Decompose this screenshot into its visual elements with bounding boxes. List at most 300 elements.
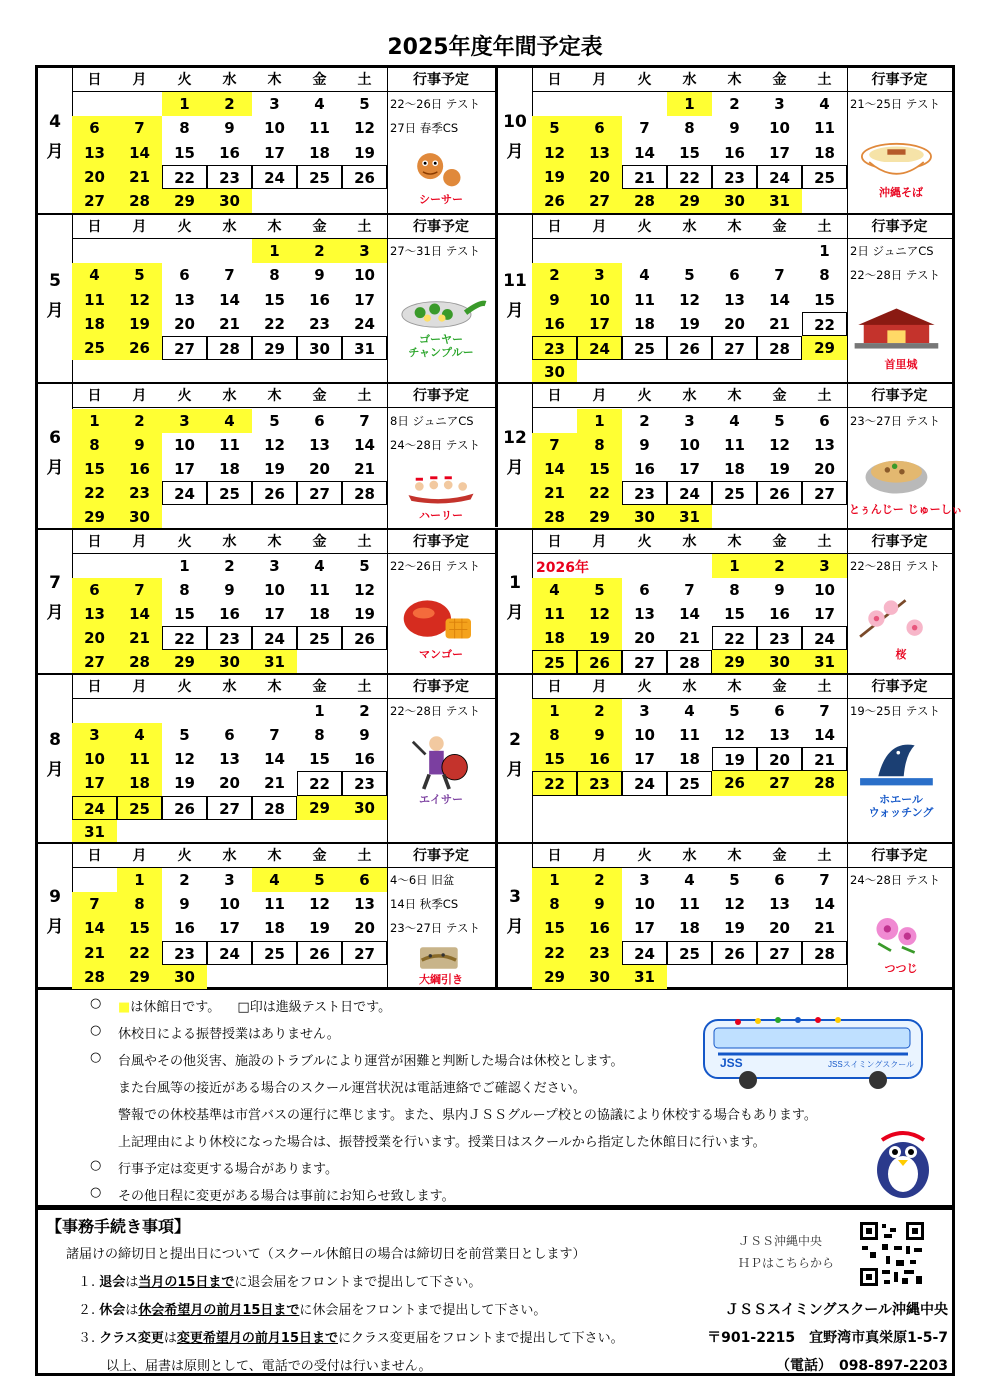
day-cell: 30 (577, 965, 622, 989)
weekday-header: 日 (72, 384, 117, 408)
day-cell: 9 (532, 288, 577, 312)
day-cell: 18 (814, 143, 835, 162)
weekday-header: 日 (532, 68, 577, 92)
whale-icon (851, 725, 951, 793)
day-cell: 5 (269, 411, 280, 430)
month-section-3 (38, 382, 495, 527)
day-cell: 4 (684, 871, 695, 890)
day-cell: 28 (117, 189, 162, 213)
day-cell: 7 (819, 871, 830, 890)
day-cell: 9 (577, 723, 622, 747)
qr-label-1: ＪＳＳ沖縄中央 (738, 1234, 823, 1248)
weekday-header: 火 (622, 68, 667, 92)
weekday-header: 日 (72, 68, 117, 92)
day-cell: 22 (162, 626, 207, 650)
day-cell: 1 (314, 701, 325, 720)
day-cell: 19 (309, 919, 330, 938)
day-cell: 8 (729, 580, 740, 599)
month-label: 2 月 (506, 730, 524, 781)
day-cell: 13 (219, 750, 240, 769)
legend-closed-text: は休館日です。 (130, 1000, 221, 1015)
day-cell: 30 (532, 360, 577, 384)
day-cell: 20 (577, 165, 622, 189)
event-text: 24〜28日 テスト (850, 873, 940, 888)
month-section-4 (38, 528, 495, 673)
day-cell: 14 (814, 895, 835, 914)
illustration-caption: シーサー (419, 193, 463, 207)
day-cell: 28 (622, 189, 667, 213)
day-cell: 16 (219, 143, 240, 162)
day-cell: 9 (224, 119, 235, 138)
day-cell: 13 (634, 605, 655, 624)
day-cell: 25 (117, 796, 162, 820)
weekday-header: 月 (577, 384, 622, 408)
event-text: 14日 秋季CS (390, 897, 459, 912)
day-cell: 20 (724, 314, 745, 333)
weekday-header: 水 (207, 384, 252, 408)
illustration-caption: エイサー (419, 792, 463, 806)
day-cell: 11 (532, 602, 577, 626)
day-cell: 8 (532, 892, 577, 916)
day-cell: 25 (72, 336, 117, 360)
day-cell: 10 (634, 725, 655, 744)
day-cell: 29 (252, 336, 297, 360)
month-section-7 (495, 68, 952, 213)
weekday-header: 月 (117, 384, 162, 408)
day-cell: 22 (532, 771, 577, 795)
day-cell: 28 (757, 336, 802, 360)
day-cell: 29 (297, 796, 342, 820)
weekday-header: 金 (757, 530, 802, 554)
event-text: 2日 ジュニアCS (850, 244, 934, 259)
day-cell: 10 (769, 119, 790, 138)
day-cell: 20 (309, 459, 330, 478)
tsutsuji-icon (851, 894, 951, 962)
day-cell: 20 (757, 747, 802, 771)
day-cell: 10 (72, 747, 117, 771)
day-cell: 4 (532, 578, 577, 602)
day-cell: 31 (622, 965, 667, 989)
illustration-caption: ゴーヤー チャンプルー (408, 333, 474, 360)
weekday-header: 金 (757, 215, 802, 239)
shisa-icon (391, 143, 491, 194)
day-cell: 21 (354, 459, 375, 478)
day-cell: 21 (622, 165, 667, 189)
day-cell: 8 (532, 723, 577, 747)
day-cell: 12 (577, 602, 622, 626)
day-cell: 1 (532, 699, 577, 723)
event-text: 23〜27日 テスト (390, 921, 480, 936)
day-cell: 31 (802, 650, 847, 674)
day-cell: 4 (314, 95, 325, 114)
day-cell: 9 (577, 892, 622, 916)
weekday-header: 火 (622, 530, 667, 554)
mascot-penguin-icon (868, 1120, 938, 1200)
day-cell: 17 (769, 143, 790, 162)
weekday-header: 金 (297, 675, 342, 699)
day-cell: 15 (72, 457, 117, 481)
day-cell: 7 (269, 725, 280, 744)
month-section-12 (495, 842, 952, 987)
day-cell: 18 (309, 143, 330, 162)
day-cell: 31 (252, 650, 297, 674)
day-cell: 17 (577, 312, 622, 336)
day-cell: 28 (72, 965, 117, 989)
item-num: ２. (78, 1303, 96, 1318)
item-deadline: 休会希望月の前月15日まで (138, 1303, 300, 1318)
day-cell: 19 (679, 314, 700, 333)
tsunahiki-icon (391, 943, 491, 973)
day-cell: 16 (309, 290, 330, 309)
day-cell: 5 (729, 701, 740, 720)
day-cell: 3 (684, 411, 695, 430)
day-cell: 14 (264, 750, 285, 769)
office-item-3 (78, 1327, 624, 1346)
day-cell: 8 (179, 119, 190, 138)
event-header: 行事予定 (847, 68, 952, 92)
day-cell: 28 (252, 796, 297, 820)
day-cell: 26 (342, 165, 387, 189)
day-cell: 29 (532, 965, 577, 989)
day-cell: 25 (207, 481, 252, 505)
month-label: 8 月 (46, 730, 64, 781)
event-header: 行事予定 (847, 844, 952, 868)
day-cell: 30 (207, 650, 252, 674)
day-cell: 20 (174, 314, 195, 333)
calendar-grid (35, 65, 963, 990)
day-cell: 15 (679, 143, 700, 162)
day-cell: 13 (724, 290, 745, 309)
day-cell: 12 (724, 725, 745, 744)
note-line-2: 台風やその他災害、施設のトラブルにより運営が困難と判断した場合は休校とします。 (118, 1054, 624, 1069)
day-cell: 11 (679, 895, 700, 914)
day-cell: 24 (667, 481, 712, 505)
month-section-6 (38, 842, 495, 987)
item-num: ３. (78, 1331, 96, 1346)
day-cell: 17 (264, 143, 285, 162)
day-cell: 27 (162, 336, 207, 360)
day-cell: 14 (532, 457, 577, 481)
item-text: にクラス変更届をフロントまで提出して下さい。 (338, 1331, 624, 1346)
day-cell: 3 (269, 556, 280, 575)
day-cell: 23 (342, 771, 387, 795)
day-cell: 18 (264, 919, 285, 938)
day-cell: 10 (814, 580, 835, 599)
day-cell: 11 (219, 435, 240, 454)
day-cell: 9 (117, 433, 162, 457)
day-cell: 6 (342, 868, 387, 892)
weekday-header: 水 (207, 530, 252, 554)
day-cell: 12 (309, 895, 330, 914)
day-cell: 30 (342, 796, 387, 820)
day-cell: 31 (757, 189, 802, 213)
day-cell: 15 (814, 290, 835, 309)
day-cell: 1 (162, 92, 207, 116)
note-line-4: 警報での休校基準は市営バスの運行に準じます。また、県内ＪＳＳグループ校との協議により休校する場合もあります。 (118, 1108, 817, 1123)
day-cell: 7 (774, 266, 785, 285)
day-cell: 30 (207, 189, 252, 213)
day-cell: 18 (72, 312, 117, 336)
day-cell: 12 (769, 435, 790, 454)
office-item-1 (78, 1271, 481, 1290)
day-cell: 17 (264, 605, 285, 624)
note-line-7: その他日程に変更がある場合は事前にお知らせ致します。 (118, 1189, 455, 1204)
day-cell: 3 (224, 871, 235, 890)
item-particle: は (125, 1275, 139, 1290)
day-cell: 3 (72, 723, 117, 747)
day-cell: 29 (72, 505, 117, 529)
office-heading: 【事務手続き事項】 (46, 1217, 191, 1236)
divider (847, 675, 848, 844)
day-cell: 14 (769, 290, 790, 309)
day-cell: 28 (117, 650, 162, 674)
illustration-caption: 桜 (895, 647, 907, 661)
day-cell: 23 (162, 941, 207, 965)
day-cell: 16 (532, 312, 577, 336)
day-cell: 21 (219, 314, 240, 333)
day-cell: 28 (532, 505, 577, 529)
day-cell: 29 (667, 189, 712, 213)
day-cell: 6 (729, 266, 740, 285)
weekday-header: 火 (162, 530, 207, 554)
note-bullet: ○ (90, 1185, 102, 1200)
weekday-header: 木 (252, 844, 297, 868)
day-cell: 14 (72, 916, 117, 940)
day-cell: 17 (174, 459, 195, 478)
bus-text: JSSスイミングスクール (828, 1060, 915, 1069)
item-deadline: 変更希望月の前月15日まで (176, 1331, 339, 1346)
day-cell: 21 (532, 481, 577, 505)
event-text: 22〜28日 テスト (850, 558, 940, 573)
school-phone: （電話） 098-897-2203 (775, 1358, 948, 1374)
day-cell: 22 (162, 165, 207, 189)
day-cell: 12 (354, 119, 375, 138)
weekday-header: 月 (577, 675, 622, 699)
day-cell: 4 (639, 266, 650, 285)
divider (847, 215, 848, 384)
day-cell: 25 (712, 481, 757, 505)
day-cell: 15 (264, 290, 285, 309)
day-cell: 3 (802, 554, 847, 578)
haari-icon (391, 459, 491, 510)
day-cell: 24 (577, 336, 622, 360)
weekday-header: 土 (802, 215, 847, 239)
day-cell: 21 (72, 941, 117, 965)
day-cell: 25 (252, 941, 297, 965)
day-cell: 6 (224, 725, 235, 744)
day-cell: 11 (814, 119, 835, 138)
day-cell: 29 (712, 650, 757, 674)
day-cell: 5 (117, 263, 162, 287)
day-cell: 24 (802, 626, 847, 650)
day-cell: 17 (634, 919, 655, 938)
event-text: 22〜28日 テスト (850, 268, 940, 283)
note-bullet: ○ (90, 1158, 102, 1173)
weekday-header: 水 (207, 215, 252, 239)
day-cell: 15 (309, 750, 330, 769)
weekday-header: 月 (577, 215, 622, 239)
day-cell: 28 (342, 481, 387, 505)
qr-code-icon[interactable] (858, 1220, 926, 1288)
day-cell: 4 (684, 701, 695, 720)
event-header: 行事予定 (387, 675, 495, 699)
event-header: 行事予定 (387, 68, 495, 92)
day-cell: 28 (667, 650, 712, 674)
day-cell: 22 (577, 481, 622, 505)
weekday-header: 日 (532, 844, 577, 868)
day-cell: 7 (819, 701, 830, 720)
day-cell: 6 (179, 266, 190, 285)
month-label: 6 月 (46, 427, 64, 478)
item-text: に退会届をフロントまで提出して下さい。 (234, 1275, 482, 1290)
item-keyword: 退会 (99, 1275, 126, 1290)
event-text: 27〜31日 テスト (390, 244, 480, 259)
day-cell: 21 (814, 919, 835, 938)
day-cell: 2 (224, 556, 235, 575)
day-cell: 19 (117, 312, 162, 336)
weekday-header: 火 (622, 844, 667, 868)
item-num: １. (78, 1275, 96, 1290)
weekday-header: 火 (162, 68, 207, 92)
day-cell: 25 (297, 626, 342, 650)
event-header: 行事予定 (847, 675, 952, 699)
eisa-icon (391, 725, 491, 793)
item-deadline: 当月の15日まで (138, 1275, 235, 1290)
illustration-caption: ハーリー (419, 509, 463, 523)
day-cell: 15 (532, 747, 577, 771)
day-cell: 24 (252, 626, 297, 650)
day-cell: 29 (162, 189, 207, 213)
day-cell: 16 (354, 750, 375, 769)
illustration-caption: 沖縄そば (879, 186, 923, 200)
day-cell: 27 (72, 189, 117, 213)
day-cell: 4 (314, 556, 325, 575)
day-cell: 20 (814, 459, 835, 478)
day-cell: 2 (179, 871, 190, 890)
note-line-5: 上記理由により休校になった場合は、振替授業を行います。授業日はスクールから指定した休館日に行います。 (118, 1135, 766, 1150)
illustration-caption: つつじ (884, 962, 918, 976)
day-cell: 18 (679, 750, 700, 769)
day-cell: 1 (577, 409, 622, 433)
day-cell: 23 (757, 626, 802, 650)
day-cell: 27 (297, 481, 342, 505)
day-cell: 18 (309, 605, 330, 624)
event-text: 24〜28日 テスト (390, 437, 480, 452)
weekday-header: 日 (72, 675, 117, 699)
day-cell: 27 (577, 189, 622, 213)
day-cell: 2 (117, 409, 162, 433)
day-cell: 12 (117, 288, 162, 312)
weekday-header: 金 (297, 384, 342, 408)
weekday-header: 土 (802, 68, 847, 92)
weekday-header: 土 (342, 384, 387, 408)
day-cell: 13 (814, 435, 835, 454)
day-cell: 5 (729, 871, 740, 890)
day-cell: 1 (179, 556, 190, 575)
month-label: 7 月 (46, 573, 64, 624)
day-cell: 5 (532, 116, 577, 140)
day-cell: 2 (639, 411, 650, 430)
day-cell: 4 (72, 263, 117, 287)
day-cell: 1 (819, 242, 830, 261)
day-cell: 22 (117, 941, 162, 965)
day-cell: 8 (269, 266, 280, 285)
day-cell: 14 (219, 290, 240, 309)
sakura-icon (851, 580, 951, 648)
weekday-header: 火 (622, 384, 667, 408)
day-cell: 13 (769, 895, 790, 914)
weekday-header: 金 (297, 215, 342, 239)
day-cell: 25 (667, 771, 712, 795)
day-cell: 2 (207, 92, 252, 116)
item-keyword: 休会 (99, 1303, 126, 1318)
day-cell: 31 (667, 505, 712, 529)
day-cell: 14 (679, 605, 700, 624)
day-cell: 24 (252, 165, 297, 189)
month-section-1 (38, 68, 495, 213)
day-cell: 19 (532, 165, 577, 189)
weekday-header: 木 (712, 384, 757, 408)
day-cell: 9 (774, 580, 785, 599)
day-cell: 9 (729, 119, 740, 138)
qr-label-2: ＨＰはこちらから (738, 1256, 835, 1270)
month-label: 4 月 (46, 111, 64, 162)
day-cell: 17 (634, 750, 655, 769)
day-cell: 31 (342, 336, 387, 360)
month-section-8 (495, 213, 952, 382)
day-cell: 4 (729, 411, 740, 430)
school-name: ＪＳＳスイミングスクール沖縄中央 (724, 1302, 948, 1318)
day-cell: 13 (174, 290, 195, 309)
day-cell: 26 (342, 626, 387, 650)
month-section-5 (38, 673, 495, 842)
event-text: 22〜28日 テスト (390, 703, 480, 718)
weekday-header: 月 (117, 68, 162, 92)
day-cell: 19 (577, 626, 622, 650)
day-cell: 24 (72, 796, 117, 820)
mango-icon (391, 580, 491, 648)
weekday-header: 水 (667, 68, 712, 92)
day-cell: 17 (354, 290, 375, 309)
month-label: 11 月 (503, 270, 527, 321)
weekday-header: 月 (117, 675, 162, 699)
day-cell: 27 (207, 796, 252, 820)
day-cell: 16 (724, 143, 745, 162)
day-cell: 24 (162, 481, 207, 505)
weekday-header: 月 (577, 844, 622, 868)
month-label: 1 月 (506, 573, 524, 624)
weekday-header: 木 (712, 844, 757, 868)
goya-icon (391, 265, 491, 333)
weekday-header: 木 (712, 68, 757, 92)
day-cell: 30 (162, 965, 207, 989)
day-cell: 12 (724, 895, 745, 914)
day-cell: 21 (264, 774, 285, 793)
weekday-header: 木 (712, 530, 757, 554)
day-cell: 27 (712, 336, 757, 360)
day-cell: 5 (297, 868, 342, 892)
day-cell: 13 (769, 725, 790, 744)
weekday-header: 水 (667, 215, 712, 239)
month-section-2 (38, 213, 495, 382)
day-cell: 6 (314, 411, 325, 430)
weekday-header: 日 (72, 215, 117, 239)
day-cell: 7 (72, 892, 117, 916)
event-header: 行事予定 (387, 215, 495, 239)
illustration-caption: ホエール ウォッチング (868, 792, 934, 819)
day-cell: 17 (219, 919, 240, 938)
day-cell: 27 (72, 650, 117, 674)
